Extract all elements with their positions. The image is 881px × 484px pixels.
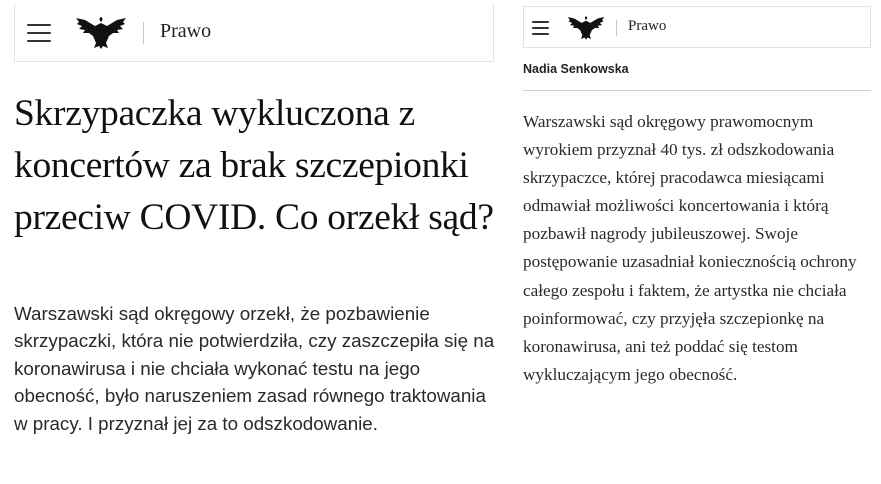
- hamburger-menu-icon[interactable]: [532, 21, 549, 39]
- site-header: [14, 4, 494, 62]
- hamburger-menu-icon[interactable]: [27, 24, 51, 48]
- section-link[interactable]: Prawo: [628, 18, 667, 34]
- section-link[interactable]: Prawo: [160, 20, 212, 42]
- header-divider: [143, 22, 144, 44]
- author-divider: [523, 90, 871, 91]
- author-name[interactable]: Nadia Senkowska: [523, 62, 629, 76]
- article-panel-right: [514, 0, 881, 484]
- article-body: Warszawski sąd okręgowy prawomocnym wyrokiem przyznał 40 tys. zł odszkodowania skrzypaczce, której pracodawca miesiącami odmawiał możliwości koncertowania i którą pozbawił nagrody jubileuszowej. Swoje postępowanie uzasadniał koniecznością ochrony całego zespołu i faktem, że artystka nie chciała poinformować, czy przyjęła szczepionkę na koronawirusa, ani też poddać się testom wykluczającym jego obecność.: [523, 112, 857, 384]
- eagle-icon[interactable]: [75, 16, 127, 50]
- article-lede: Warszawski sąd okręgowy orzekł, że pozbawienie skrzypaczki, która nie potwierdziła, czy zaszczepiła się na koronawirusa i nie chciała wykonać testu na jego obecność, było naruszeniem zasad równego traktowania w pracy. I przyznał jej za to odszkodowanie.: [14, 303, 495, 434]
- site-header: [523, 6, 871, 48]
- header-divider: [616, 20, 617, 36]
- eagle-icon[interactable]: [567, 15, 605, 41]
- article-headline: Skrzypaczka wykluczona z koncertów za brak szczepionki przeciw COVID. Co orzekł sąd?: [14, 93, 494, 238]
